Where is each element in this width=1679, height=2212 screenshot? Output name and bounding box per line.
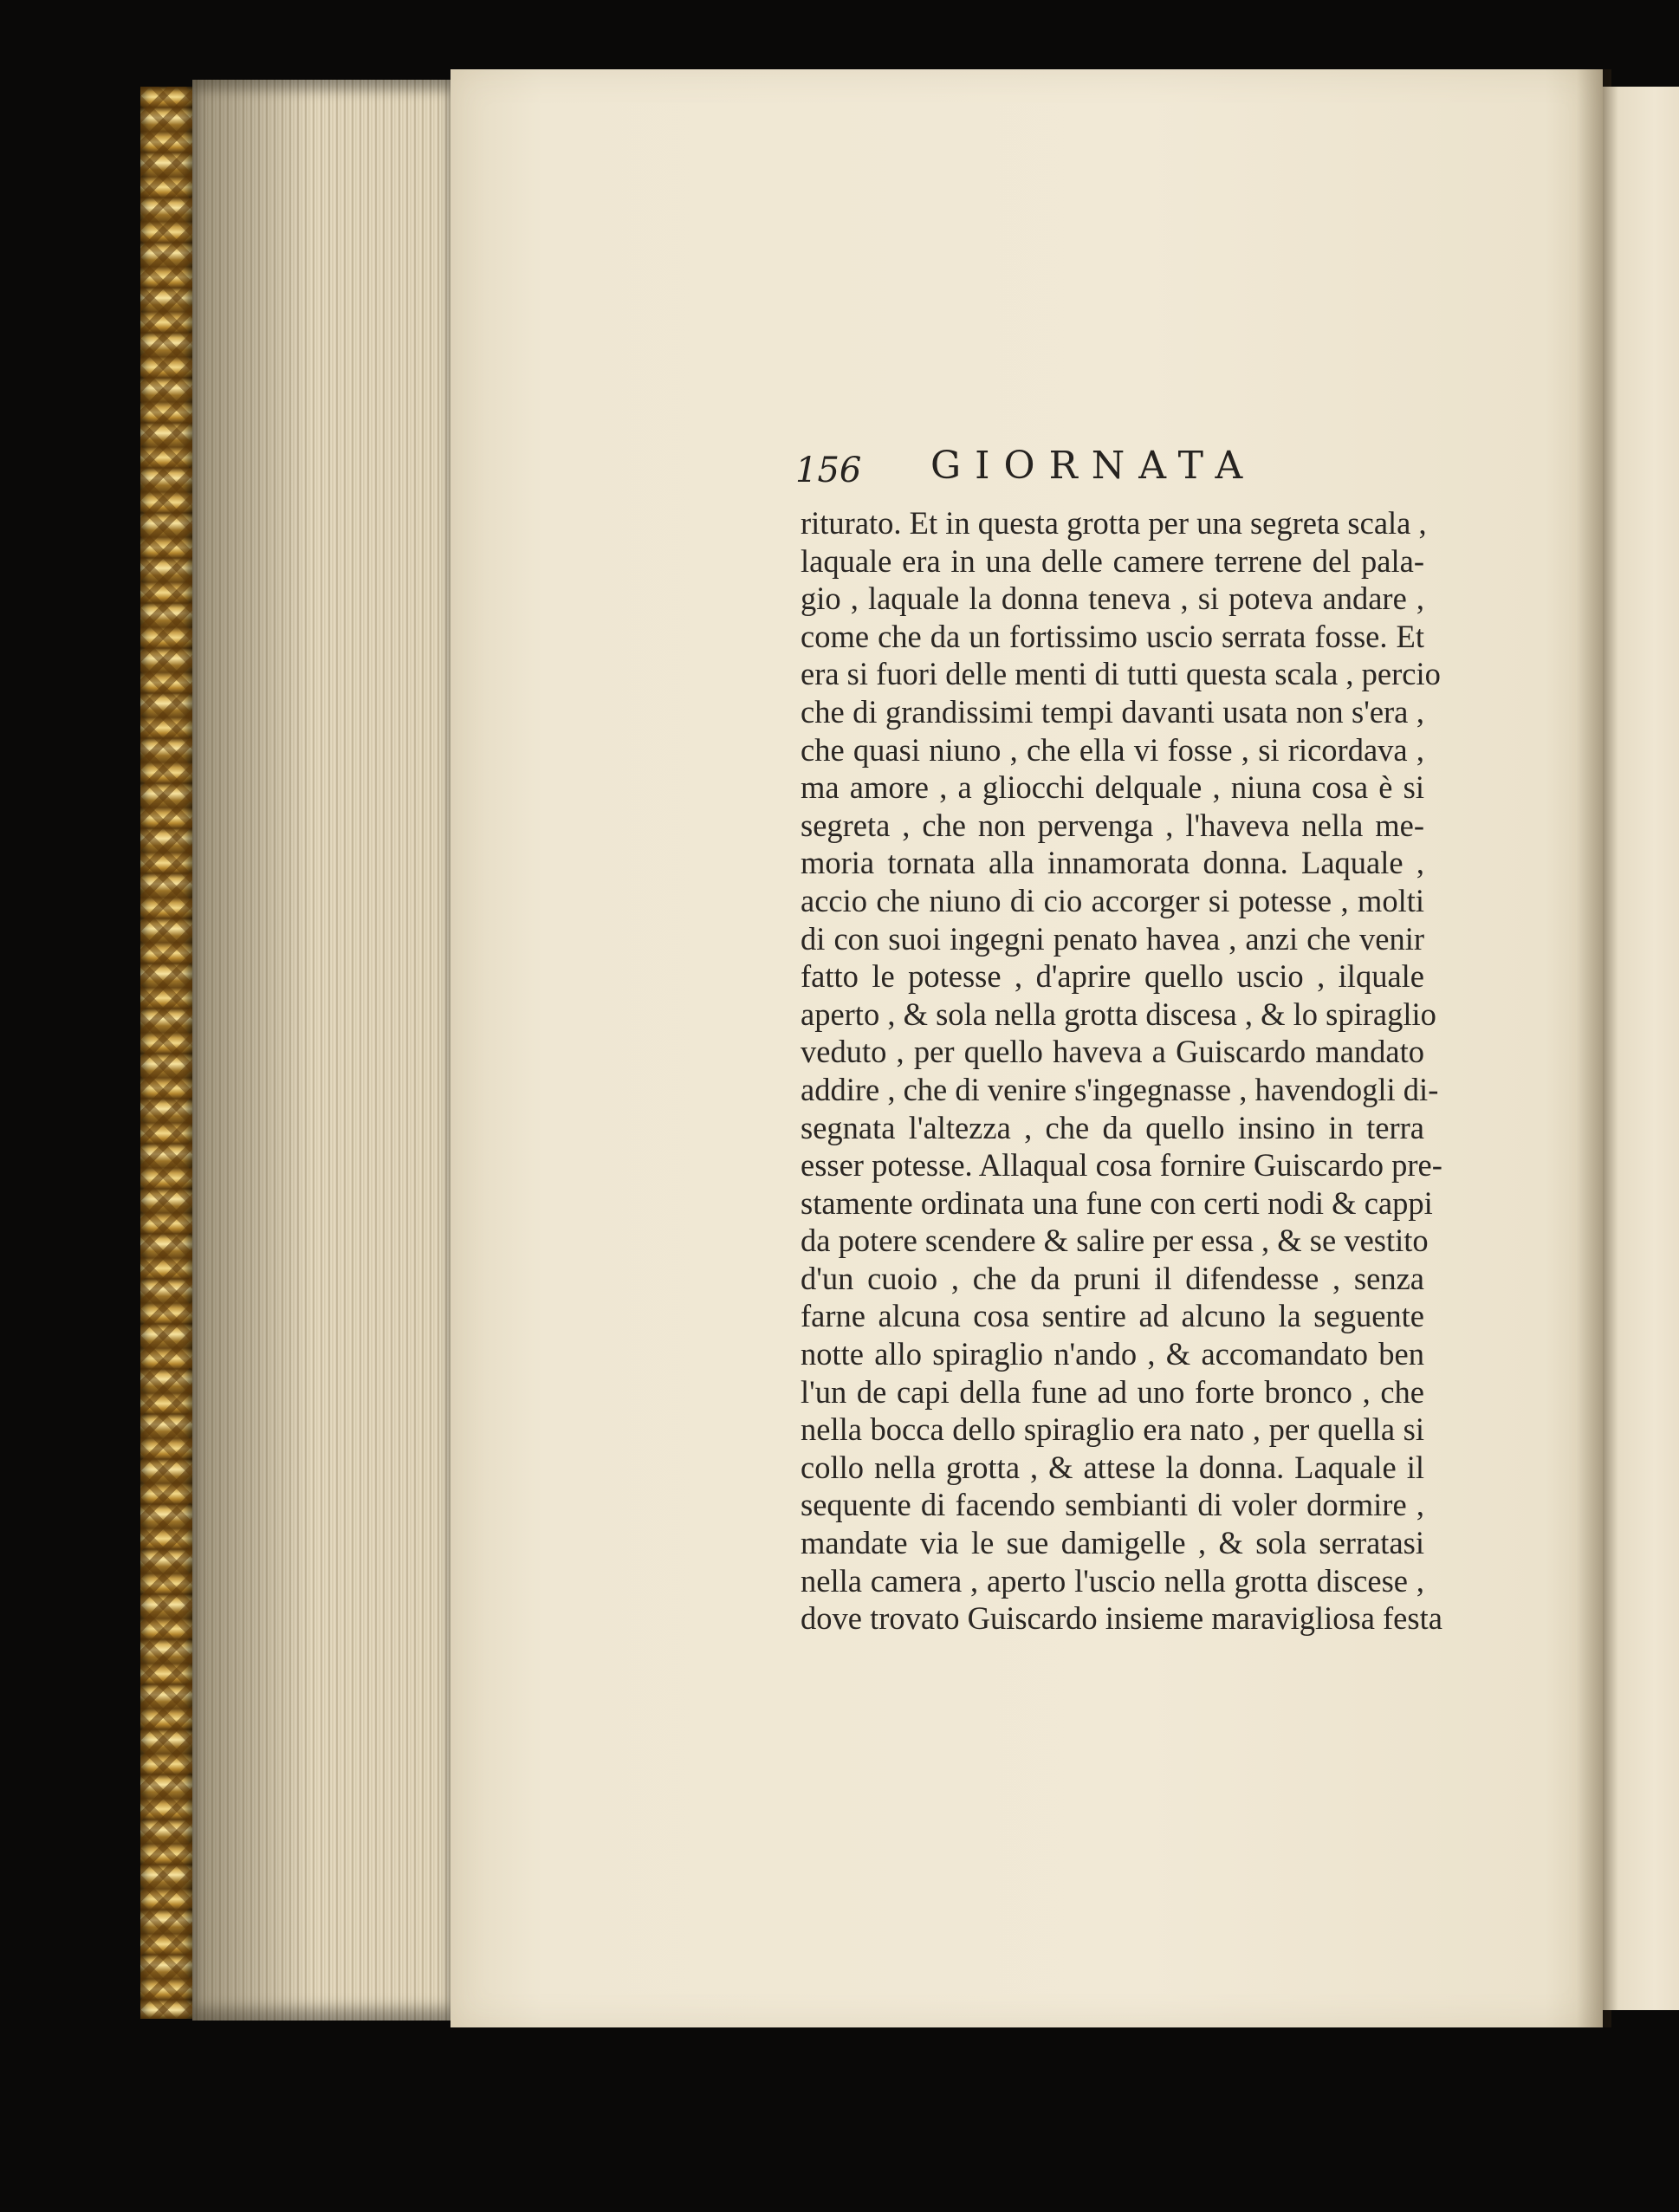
text-line: accio che niuno di cio accorger si potesse , molti (801, 882, 1424, 918)
text-line: gio , laquale la donna teneva , si poteva andare , (801, 581, 1424, 617)
text-line: era si fuori delle menti di tutti questa scala , percio (801, 656, 1441, 692)
text-line: segreta , che non pervenga , l'haveva nella me- (801, 807, 1424, 843)
text-line: collo nella grotta , & attese la donna. Laquale il (801, 1449, 1424, 1485)
text-line: aperto , & sola nella grotta discesa , & lo spiraglio (801, 996, 1436, 1032)
gilt-spine-edge (140, 87, 192, 2019)
text-line: da potere scendere & salire per essa , & se vestito (801, 1223, 1429, 1259)
running-head (795, 444, 1506, 496)
text-line: segnata l'altezza , che da quello insino in terra (801, 1109, 1424, 1145)
running-title: GIORNATA (930, 444, 1257, 488)
body-text (801, 504, 1442, 1638)
text-line: come che da un fortissimo uscio serrata fosse. Et (801, 618, 1424, 654)
text-line: fatto le potesse , d'aprire quello uscio , ilquale (801, 958, 1424, 995)
text-line: stamente ordinata una fune con certi nodi & cappi (801, 1184, 1433, 1221)
text-line: di con suoi ingegni penato havea , anzi che venir (801, 920, 1424, 957)
text-line: addire , che di venire s'ingegnasse , havendogli di- (801, 1071, 1439, 1107)
text-line: sequente di facendo sembianti di voler dormire , (801, 1487, 1424, 1523)
text-line: che quasi niuno , che ella vi fosse , si ricordava , (801, 731, 1424, 768)
text-line: esser potesse. Allaqual cosa fornire Guiscardo pre- (801, 1147, 1442, 1184)
text-line: nella camera , aperto l'uscio nella grotta discese , (801, 1562, 1424, 1599)
text-line: riturato. Et in questa grotta per una segreta scala , (801, 505, 1427, 541)
text-line: nella bocca dello spiraglio era nato , per quella si (801, 1411, 1424, 1448)
text-line: notte allo spiraglio n'ando , & accomandato ben (801, 1336, 1424, 1372)
text-line: moria tornata alla innamorata donna. Laquale , (801, 845, 1424, 881)
text-line: che di grandissimi tempi davanti usata non s'era , (801, 693, 1424, 730)
text-line: laquale era in una delle camere terrene del pala- (801, 542, 1424, 579)
text-line: ma amore , a gliocchi delquale , niuna cosa è si (801, 769, 1424, 806)
page-edges-stack (192, 80, 452, 2021)
page-number: 156 (795, 451, 862, 490)
text-line: dove trovato Guiscardo insieme maravigliosa festa (801, 1600, 1442, 1637)
facing-page-edge (1603, 87, 1679, 2010)
text-line: veduto , per quello haveva a Guiscardo mandato (801, 1034, 1424, 1070)
text-line: mandate via le sue damigelle , & sola serratasi (801, 1525, 1424, 1561)
text-line: d'un cuoio , che da pruni il difendesse , senza (801, 1260, 1424, 1296)
text-line: farne alcuna cosa sentire ad alcuno la seguente (801, 1298, 1424, 1334)
text-line: l'un de capi della fune ad uno forte bronco , che (801, 1373, 1424, 1410)
